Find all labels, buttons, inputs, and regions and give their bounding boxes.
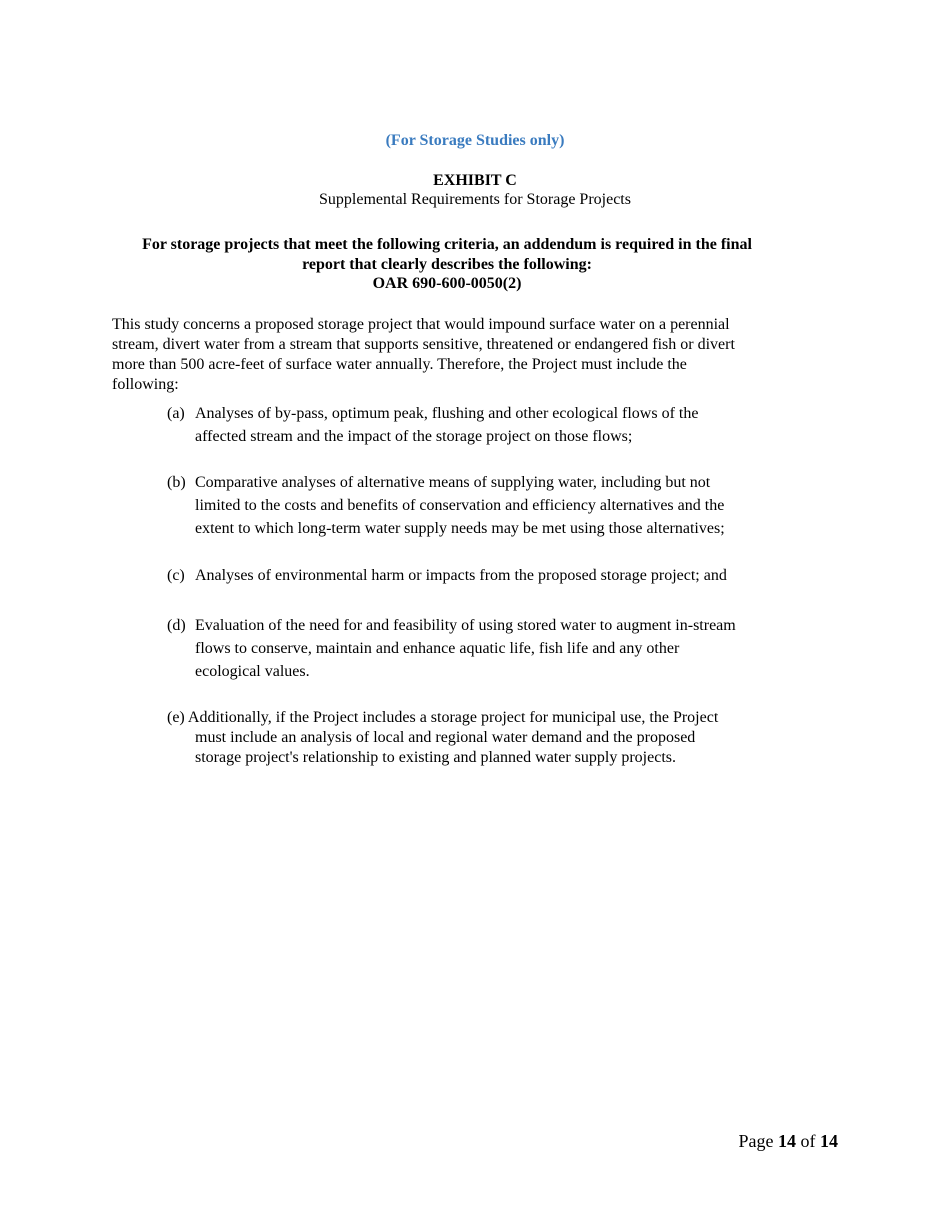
list-item-a (167, 402, 787, 448)
page-word: Page (738, 1131, 774, 1151)
list-item-line: Evaluation of the need for and feasibility of using stored water to augment in-stream (195, 617, 736, 634)
page-total: 14 (820, 1131, 838, 1151)
list-item-line: affected stream and the impact of the storage project on those flows; (195, 428, 633, 445)
list-item-line: limited to the costs and benefits of conservation and efficiency alternatives and the (195, 497, 725, 514)
intro-line: This study concerns a proposed storage project that would impound surface water on a perennial (112, 316, 730, 333)
list-item-line (167, 708, 787, 728)
list-item-line: Comparative analyses of alternative means of supplying water, including but not (195, 474, 711, 491)
list-item-line: ecological values. (195, 663, 310, 680)
intro-line: more than 500 acre-feet of surface water annually. Therefore, the Project must include the (112, 356, 687, 373)
intro-line: stream, divert water from a stream that supports sensitive, threatened or endangered fish or divert (112, 336, 735, 353)
page-footer (739, 1130, 839, 1152)
list-item-line: flows to conserve, maintain and enhance aquatic life, fish life and any other (195, 640, 680, 657)
list-marker: (d) (167, 617, 186, 634)
exhibit-subtitle: Supplemental Requirements for Storage Projects (319, 191, 631, 208)
exhibit-title: EXHIBIT C (433, 172, 517, 189)
list-item-text: Additionally, if the Project includes a storage project for municipal use, the Project (187, 709, 719, 726)
storage-studies-note: (For Storage Studies only) (385, 132, 565, 149)
list-item-line: storage project's relationship to existing and planned water supply projects. (195, 749, 676, 766)
list-item-line: Analyses of by-pass, optimum peak, flushing and other ecological flows of the (195, 405, 699, 422)
list-item-line: Analyses of environmental harm or impacts from the proposed storage project; and (195, 567, 727, 584)
list-marker: (e) (167, 709, 185, 726)
list-item-e (167, 708, 787, 768)
criteria-line: For storage projects that meet the following criteria, an addendum is required in the final (142, 236, 752, 253)
list-item-line: must include an analysis of local and regional water demand and the proposed (195, 729, 696, 746)
intro-line: following: (112, 376, 179, 393)
list-item-b (167, 471, 787, 540)
criteria-heading (112, 235, 782, 294)
list-item-d (167, 614, 787, 683)
page-number: 14 (778, 1131, 796, 1151)
criteria-line: report that clearly describes the following: (302, 255, 592, 273)
list-marker: (c) (167, 567, 185, 584)
intro-paragraph (112, 315, 792, 395)
list-marker: (b) (167, 474, 186, 491)
list-item-line: extent to which long-term water supply needs may be met using those alternatives; (195, 520, 725, 537)
oar-reference: OAR 690-600-0050(2) (372, 275, 522, 292)
list-marker: (a) (167, 405, 185, 422)
list-item-c (167, 564, 787, 587)
of-word: of (800, 1131, 816, 1151)
